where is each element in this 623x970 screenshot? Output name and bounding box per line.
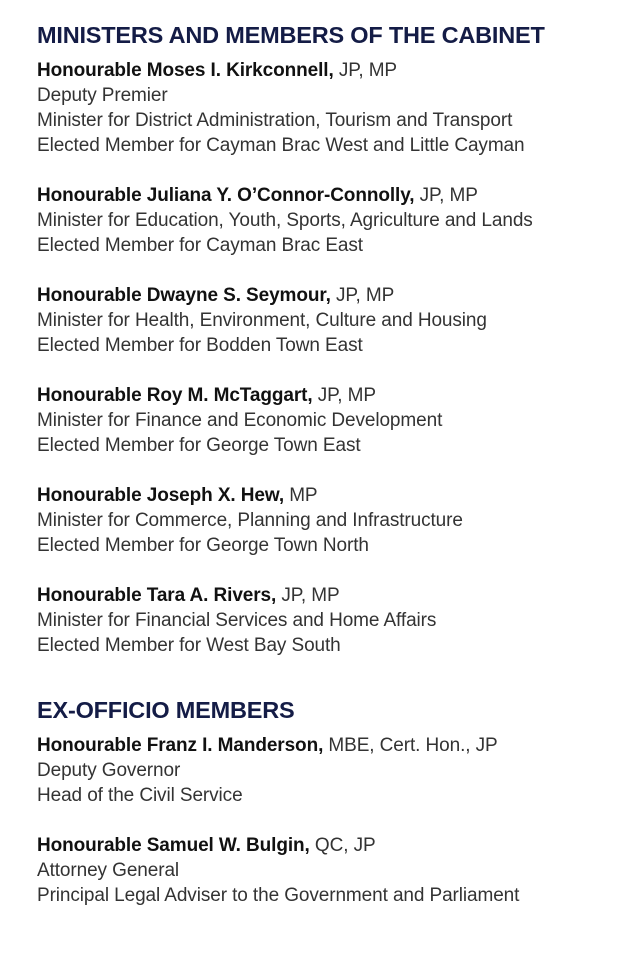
member-role: Minister for Commerce, Planning and Infrastructure [37,510,463,531]
member-entry [37,833,623,908]
cabinet-section [37,20,623,658]
member-postnominals: QC, JP [309,835,376,856]
member-entry [37,383,623,458]
member-role: Deputy Governor [37,760,181,781]
member-postnominals: MBE, Cert. Hon., JP [323,735,498,756]
member-entry [37,583,623,658]
member-role: Elected Member for George Town East [37,435,361,456]
member-role: Minister for Health, Environment, Culture and Housing [37,310,487,331]
member-name-line [37,283,623,308]
member-role: Minister for Finance and Economic Development [37,410,443,431]
member-name-line [37,483,623,508]
member-postnominals: JP, MP [276,585,340,606]
member-name-line [37,733,623,758]
member-role: Minister for Financial Services and Home Affairs [37,610,437,631]
member-role: Elected Member for West Bay South [37,635,341,656]
member-name-line [37,58,623,83]
member-name: Honourable Franz I. Manderson, [37,735,324,756]
member-name-line [37,183,623,208]
member-postnominals: JP, MP [333,60,398,81]
member-entry [37,58,623,158]
member-postnominals: JP, MP [414,185,478,206]
member-entry [37,733,623,808]
member-name: Honourable Tara A. Rivers, [37,585,277,606]
member-role: Attorney General [37,860,180,881]
member-name: Honourable Samuel W. Bulgin, [37,835,310,856]
member-name: Honourable Moses I. Kirkconnell, [37,60,334,81]
member-postnominals: MP [284,485,318,506]
member-postnominals: JP, MP [312,385,376,406]
member-name: Honourable Dwayne S. Seymour, [37,285,331,306]
member-role: Head of the Civil Service [37,785,243,806]
member-name-line [37,583,623,608]
member-role: Deputy Premier [37,85,168,106]
member-role: Elected Member for Bodden Town East [37,335,363,356]
member-role: Minister for Education, Youth, Sports, Agriculture and Lands [37,210,533,231]
member-name: Honourable Joseph X. Hew, [37,485,285,506]
member-name-line [37,833,623,858]
ex-officio-section [37,695,623,908]
member-role: Principal Legal Adviser to the Government and Parliament [37,885,520,906]
member-entry [37,183,623,258]
ex-officio-section-title: EX-OFFICIO MEMBERS [37,697,295,723]
member-name: Honourable Juliana Y. O’Connor-Connolly, [37,185,415,206]
member-role: Elected Member for Cayman Brac West and Little Cayman [37,135,525,156]
cabinet-section-title: MINISTERS AND MEMBERS OF THE CABINET [37,22,545,48]
member-role: Minister for District Administration, Tourism and Transport [37,110,513,131]
member-entry [37,283,623,358]
member-role: Elected Member for George Town North [37,535,369,556]
member-name-line [37,383,623,408]
member-name: Honourable Roy M. McTaggart, [37,385,313,406]
member-postnominals: JP, MP [330,285,395,306]
member-role: Elected Member for Cayman Brac East [37,235,363,256]
member-entry [37,483,623,558]
